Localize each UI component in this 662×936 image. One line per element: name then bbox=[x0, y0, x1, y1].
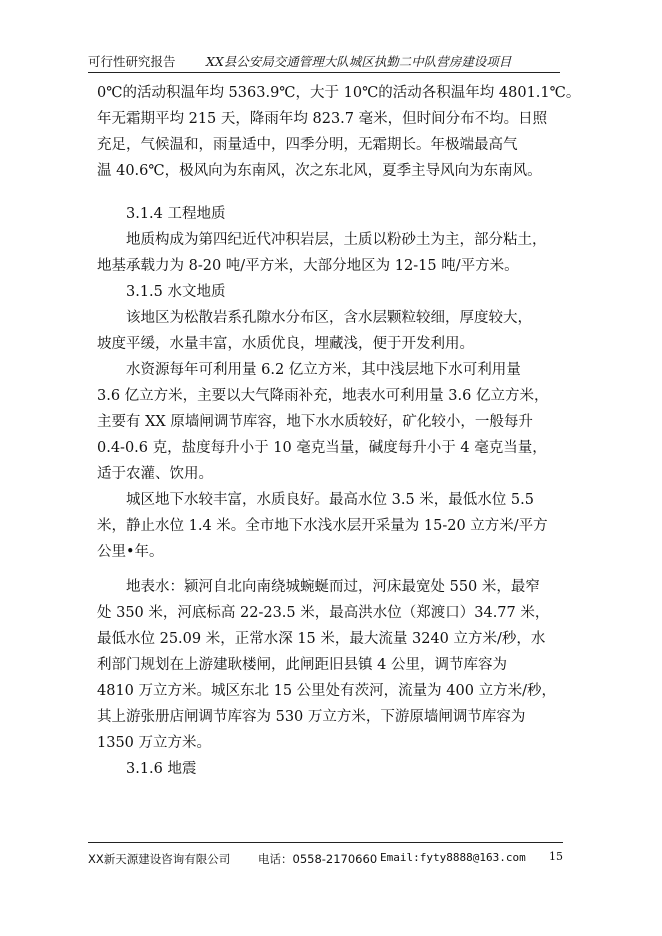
text-line: 公里•年。 bbox=[97, 544, 164, 560]
text-line: 利部门规划在上游建耿楼闸，此闸距旧县镇 4 公里，调节库容为 bbox=[97, 657, 507, 673]
page-footer bbox=[88, 842, 563, 867]
footer-email: Email:fyty8888@163.com bbox=[380, 851, 526, 864]
text-line: 0.4-0.6 克，盐度每升小于 10 毫克当量，碱度每升小于 4 毫克当量， bbox=[97, 440, 547, 456]
surface-water-paragraph bbox=[97, 574, 577, 756]
header-doc-type: 可行性研究报告 bbox=[88, 54, 176, 69]
text-line: 处 350 米，河底标高 22-23.5 米，最高洪水位（郑渡口）34.77 米， bbox=[97, 605, 550, 621]
text-line: 城区地下水较丰富，水质良好。最高水位 3.5 米，最低水位 5.5 bbox=[126, 492, 534, 508]
section-heading-3-1-4: 3.1.4 工程地质 bbox=[126, 206, 226, 222]
text-line: 该地区为松散岩系孔隙水分布区，含水层颗粒较细，厚度较大， bbox=[126, 310, 532, 326]
text-line: 地基承载力为 8-20 吨/平方米，大部分地区为 12-15 吨/平方米。 bbox=[97, 258, 519, 274]
text-line: 充足，气候温和，雨量适中，四季分明，无霜期长。年极端最高气 bbox=[97, 137, 518, 153]
section-heading-3-1-5: 3.1.5 水文地质 bbox=[126, 284, 226, 300]
text-line: 地表水：颍河自北向南绕城蜿蜒而过，河床最宽处 550 米，最窄 bbox=[126, 579, 540, 595]
text-line: 1350 万立方米。 bbox=[97, 735, 212, 751]
footer-phone: 电话：0558-2170660 bbox=[258, 852, 378, 866]
text-line: 4810 万立方米。城区东北 15 公里处有茨河，流量为 400 立方米/秒， bbox=[97, 683, 556, 699]
hydro-paragraph-3 bbox=[97, 487, 577, 565]
hydro-paragraph-1 bbox=[97, 305, 577, 357]
page-number: 15 bbox=[549, 850, 563, 863]
text-line: 温 40.6℃，极风向为东南风，次之东北风，夏季主导风向为东南风。 bbox=[97, 163, 542, 179]
text-line: 0℃的活动积温年均 5363.9℃，大于 10℃的活动各积温年均 4801.1℃。 bbox=[97, 85, 581, 101]
text-line: 3.6 亿立方米，主要以大气降雨补充，地表水可利用量 3.6 亿立方米， bbox=[97, 388, 549, 404]
text-line: 其上游张册店闸调节库容为 530 万立方米，下游原墙闸调节库容为 bbox=[97, 709, 526, 725]
text-line: 水资源每年可利用量 6.2 亿立方米，其中浅层地下水可利用量 bbox=[126, 362, 521, 378]
text-line: 主要有 XX 原墙闸调节库容，地下水水质较好，矿化较小，一般每升 bbox=[97, 414, 533, 430]
text-line: 米，静止水位 1.4 米。全市地下水浅水层开采量为 15-20 立方米/平方 bbox=[97, 518, 548, 534]
hydro-paragraph-2 bbox=[97, 357, 577, 487]
page-header bbox=[88, 50, 560, 73]
text-line: 最低水位 25.09 米，正常水深 15 米，最大流量 3240 立方米/秒，水 bbox=[97, 631, 546, 647]
text-line: 适于农灌、饮用。 bbox=[97, 466, 213, 482]
text-line: 年无霜期平均 215 天，降雨年均 823.7 毫米，但时间分布不均。日照 bbox=[97, 111, 548, 127]
section-heading-3-1-6: 3.1.6 地震 bbox=[126, 761, 197, 777]
text-line: 地质构成为第四纪近代冲积岩层，土质以粉砂土为主，部分粘土， bbox=[126, 232, 547, 248]
header-project-title: XX县公安局交通管理大队城区执勤二中队营房建设项目 bbox=[206, 54, 512, 69]
geology-paragraph bbox=[97, 227, 577, 279]
document-body bbox=[97, 80, 581, 782]
footer-company: XX新天源建设咨询有限公司 bbox=[88, 852, 231, 866]
text-line: 坡度平缓，水量丰富，水质优良，埋藏浅，便于开发利用。 bbox=[97, 336, 474, 352]
climate-paragraph bbox=[97, 80, 581, 184]
